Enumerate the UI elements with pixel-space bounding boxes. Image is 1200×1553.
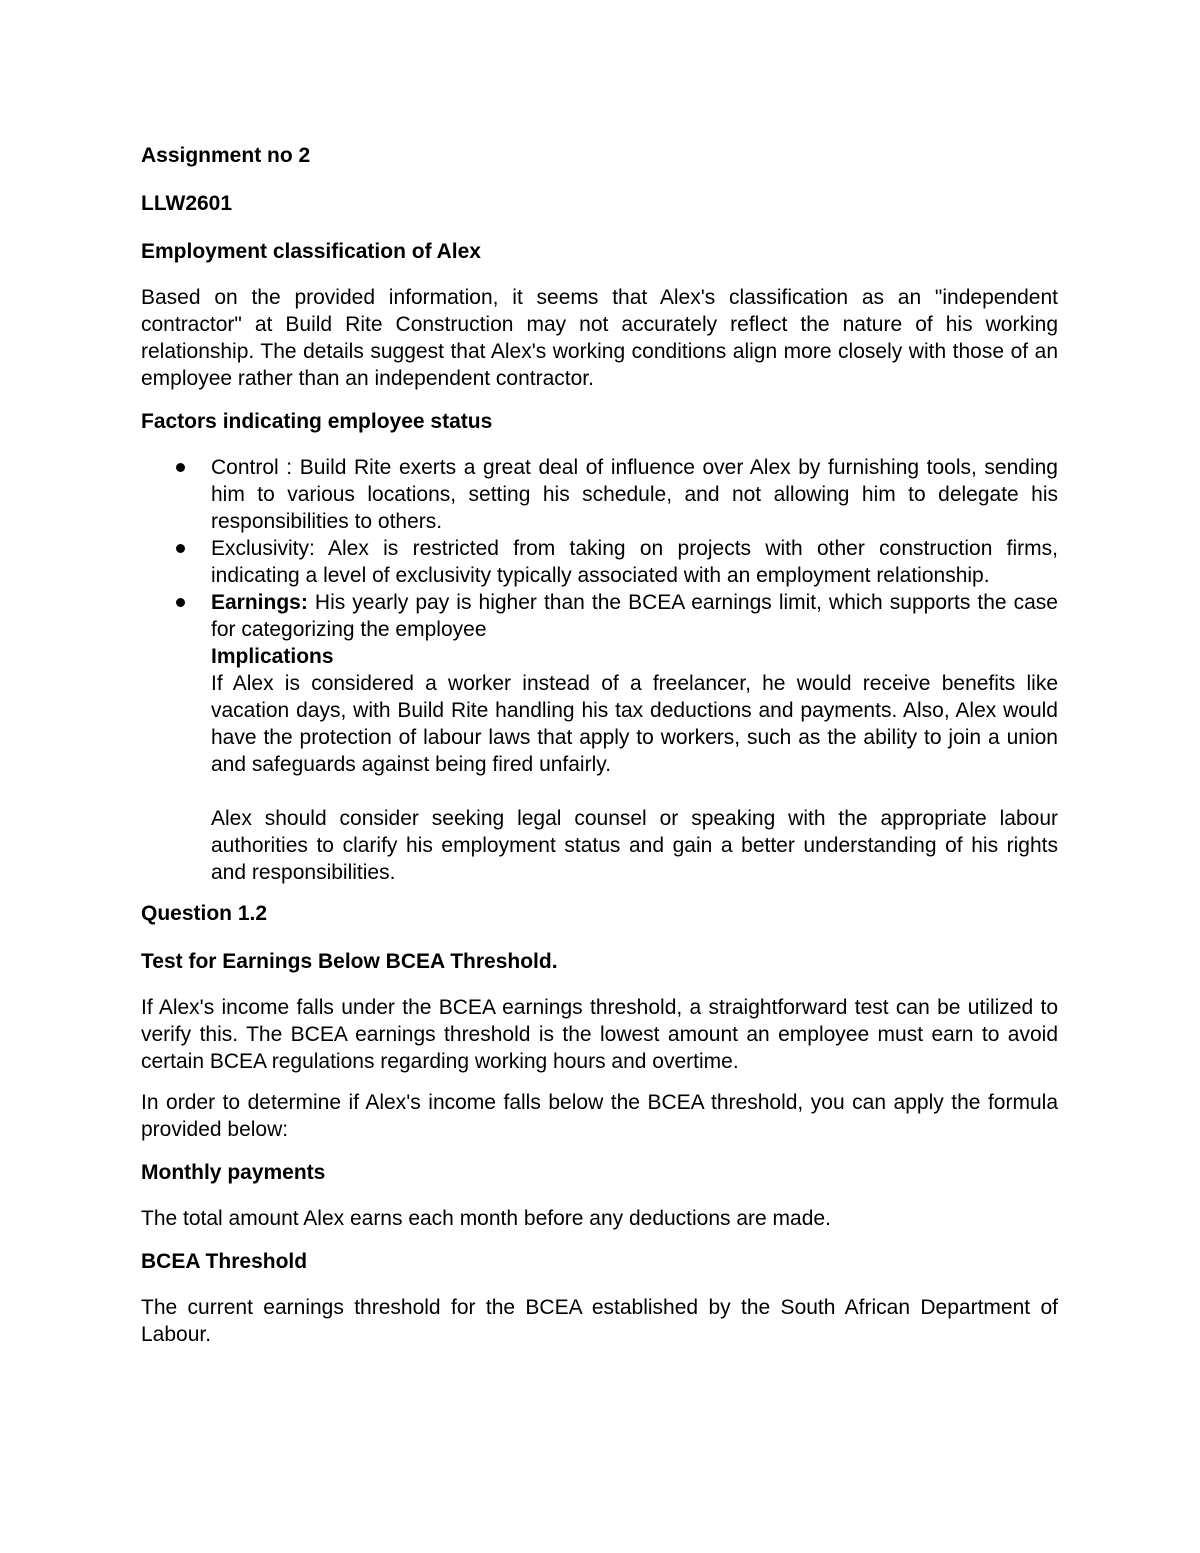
section-heading-bcea-threshold: BCEA Threshold xyxy=(141,1250,308,1273)
bullet-icon xyxy=(176,463,185,472)
list-item-label: Earnings: xyxy=(211,591,308,614)
section-heading-monthly-payments: Monthly payments xyxy=(141,1161,326,1184)
factors-list xyxy=(141,454,1058,886)
implications-paragraph: If Alex is considered a worker instead of a freelancer, he would receive benefits like vacation days, with Build Rite handling his tax deductions and payments. Also, Alex would have the protection of labour laws that apply to workers, such as the ability to join a union and safeguards against being fired unfairly. xyxy=(211,672,1058,776)
course-code: LLW2601 xyxy=(141,192,233,215)
bullet-icon xyxy=(176,598,185,607)
bullet-icon xyxy=(176,544,185,553)
list-item-text: Exclusivity: Alex is restricted from taking on projects with other construction firms, indicating a level of exclusivity typically associated with an employment relationship. xyxy=(211,537,1058,587)
section-heading-factors: Factors indicating employee status xyxy=(141,410,493,433)
document-title: Assignment no 2 xyxy=(141,144,311,167)
monthly-payments-paragraph: The total amount Alex earns each month before any deductions are made. xyxy=(141,1207,831,1230)
implications-heading: Implications xyxy=(211,645,334,668)
list-item-exclusivity xyxy=(141,535,1058,589)
document-page xyxy=(141,140,1058,1362)
paragraph-spacer xyxy=(211,778,1058,805)
advice-paragraph: Alex should consider seeking legal counsel or speaking with the appropriate labour authorities to clarify his employment status and gain a better understanding of his rights and responsibilities. xyxy=(211,807,1058,884)
list-item-text: Control : Build Rite exerts a great deal of influence over Alex by furnishing tools, sending him to various locations, setting his schedule, and not allowing him to delegate his responsibilities to others. xyxy=(211,456,1058,533)
test-paragraph-1: If Alex's income falls under the BCEA earnings threshold, a straightforward test can be utilized to verify this. The BCEA earnings threshold is the lowest amount an employee must earn to avoid certain BCEA regulations regarding working hours and overtime. xyxy=(141,996,1058,1073)
list-item-earnings xyxy=(141,589,1058,886)
section-subheading-test: Test for Earnings Below BCEA Threshold. xyxy=(141,950,558,973)
test-paragraph-2: In order to determine if Alex's income falls below the BCEA threshold, you can apply the formula provided below: xyxy=(141,1091,1058,1141)
section-heading-question: Question 1.2 xyxy=(141,902,268,925)
section-heading-employment-classification: Employment classification of Alex xyxy=(141,240,481,263)
bcea-threshold-paragraph: The current earnings threshold for the BCEA established by the South African Department of Labour. xyxy=(141,1296,1058,1346)
section-paragraph-employment-classification: Based on the provided information, it seems that Alex's classification as an "independent contractor" at Build Rite Construction may not accurately reflect the nature of his working relationship. The details suggest that Alex's working conditions align more closely with those of an employee rather than an independent contractor. xyxy=(141,286,1058,390)
list-item-text: His yearly pay is higher than the BCEA earnings limit, which supports the case for categorizing the employee xyxy=(211,591,1058,641)
list-item-control xyxy=(141,454,1058,535)
